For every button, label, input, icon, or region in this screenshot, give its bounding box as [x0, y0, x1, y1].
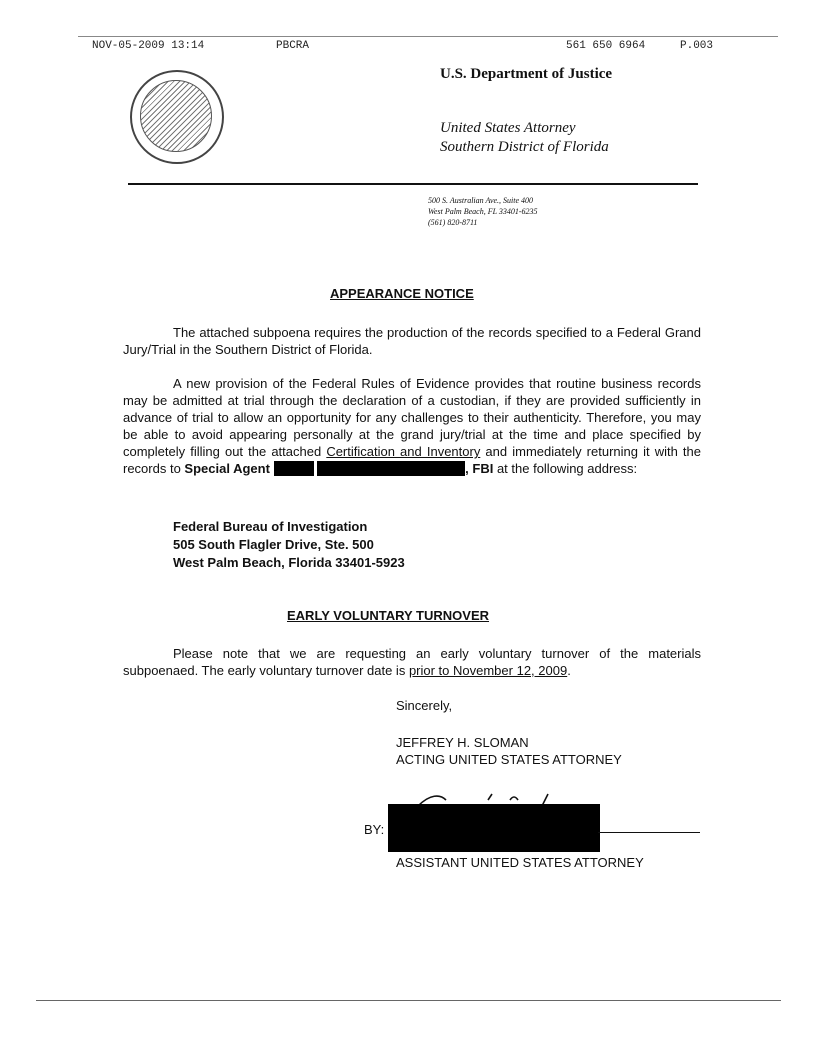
- turnover-paragraph: [123, 645, 701, 679]
- para2-end: at the following address:: [493, 461, 638, 476]
- notice-paragraph-2: [123, 375, 701, 477]
- fax-sender: PBCRA: [276, 40, 310, 52]
- turnover-text: Please note that we are requesting an early voluntary turnover of the materials subpoenaed. The early voluntary turnover date is: [123, 646, 701, 678]
- by-label: BY:: [364, 822, 385, 837]
- address-line-1: 500 S. Australian Ave., Suite 400: [428, 196, 534, 205]
- fbi-label: , FBI: [465, 461, 494, 476]
- letterhead-divider: [128, 183, 698, 185]
- redaction-box: [317, 461, 465, 476]
- signatory-name: JEFFREY H. SLOMAN: [396, 735, 529, 750]
- signature-redaction: [388, 804, 600, 852]
- fax-phone: 561 650 6964: [566, 40, 646, 52]
- special-agent-label: Special Agent: [184, 461, 270, 476]
- appearance-notice-title: APPEARANCE NOTICE: [330, 286, 474, 301]
- office-line-2: Southern District of Florida: [440, 139, 609, 155]
- department-name: U.S. Department of Justice: [440, 66, 613, 82]
- office-line-1: United States Attorney: [440, 120, 576, 136]
- signatory-title: ACTING UNITED STATES ATTORNEY: [396, 752, 622, 767]
- certification-inventory-text: Certification and Inventory: [326, 444, 481, 459]
- redaction-box: [274, 461, 314, 476]
- para2-text: A new provision of the Federal Rules of Evidence provides that routine business records may be admitted at trial through the declaration of a custodian, if they are provided sufficiently in advance of trial to allow an opportunity for any challenges to their authenticity. Therefore, you may be able to avoid appearing personally at the grand jury/trial at the time and place specified by completely filling out the attached: [123, 376, 701, 459]
- fax-header-rule: [78, 36, 778, 37]
- signature-line: [598, 832, 700, 833]
- signer-title: ASSISTANT UNITED STATES ATTORNEY: [396, 855, 644, 870]
- fbi-address-line-1: Federal Bureau of Investigation: [173, 519, 368, 534]
- address-line-3: (561) 820-8711: [428, 218, 478, 227]
- address-line-2: West Palm Beach, FL 33401-6235: [428, 207, 538, 216]
- turnover-date: prior to November 12, 2009: [408, 663, 568, 678]
- page-bottom-rule: [36, 1000, 781, 1001]
- turnover-title: EARLY VOLUNTARY TURNOVER: [287, 608, 490, 623]
- fax-datetime: NOV-05-2009 13:14: [92, 40, 205, 52]
- fbi-address-line-2: 505 South Flagler Drive, Ste. 500: [173, 537, 374, 552]
- doj-seal-icon: [130, 70, 224, 164]
- closing: Sincerely,: [396, 698, 453, 713]
- fbi-address-line-3: West Palm Beach, Florida 33401-5923: [173, 555, 405, 570]
- turnover-end: .: [567, 663, 571, 678]
- notice-paragraph-1: The attached subpoena requires the production of the records specified to a Federal Grand Jury/Trial in the Southern District of Florida.: [123, 325, 701, 357]
- fax-page-number: P.003: [680, 40, 714, 52]
- para2-mid: and immediately returning it with the records to: [123, 444, 701, 476]
